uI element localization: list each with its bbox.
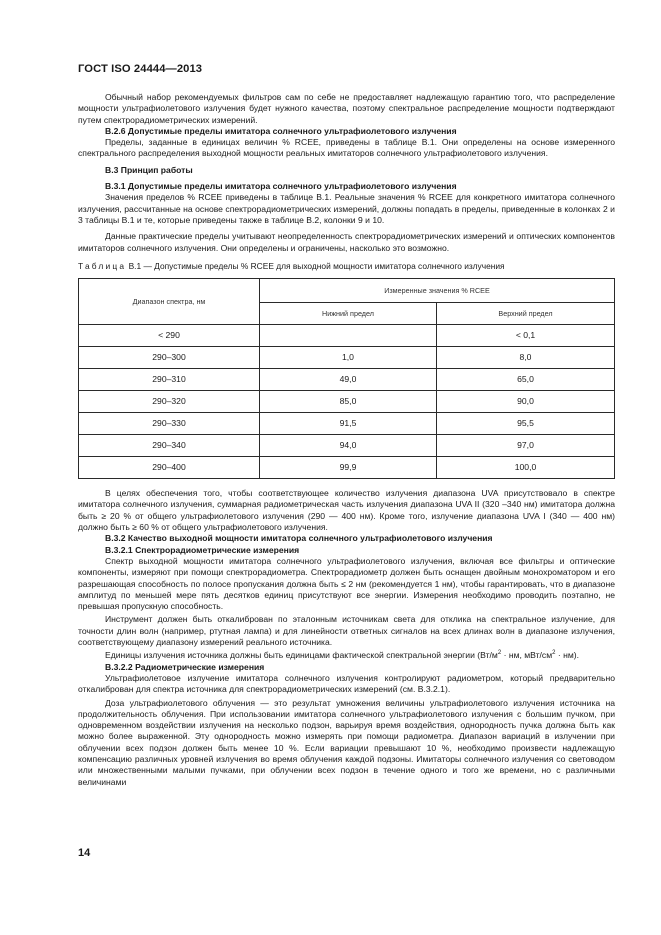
paragraph: Значения пределов % RCEE приведены в таблице В.1. Реальные значения % RCEE для конкретного имитатора солнечного излучения, рассчитанные на основе спектрорадиометрических измерений, должны попадать в пределы, приведенные в колонках 2 и 3 таблицы В.1 и те, которые приведены также в таблице В.2, колонки 9 и 10.: [78, 192, 615, 225]
table-header-lower: Нижний предел: [260, 303, 437, 325]
superscript: 2: [552, 650, 556, 657]
text-run: Единицы излучения источника должны быть единицами фактической спектральной энергии (Вт/м: [105, 650, 498, 661]
table-cell: 97,0: [437, 435, 615, 457]
paragraph: Доза ультрафиолетового облучения — это результат умножения величины ультрафиолетового излучения источника на продолжительность облучения. При использовании имитатора солнечного ультрафиолетового излучения с большим пучком, при одновременном воздействии излучения на несколько подзон, варьируя время воздействия, однородность пучка должна быть как можно более выраженной. Эту однородность можно измерять при помощи радиометра. Диапазон вариаций в излучении при облучении всех подзон должен быть менее 10 %. Если вариации превышают 10 %, необходимо произвести надлежащую компенсацию различных уровней излучения во время облучения каждой подзоны. Имитаторы солнечного излучения со световодом или множественными малыми пучками, при облучении всех подзон в течение одного и того же времени, но с различными величинами: [78, 697, 615, 787]
table-cell: 49,0: [260, 369, 437, 391]
paragraph: Инструмент должен быть откалиброван по эталонным источникам света для отклика на спектральное излучение, для точности длин волн (например, ртутная лампа) и для линейности ответных сигналов на всех длинах волн в диапазоне излучения, соответствующему диапазону измерений реального источника.: [78, 614, 615, 648]
table-row: [79, 347, 615, 369]
table-cell: 65,0: [437, 369, 615, 391]
paragraph: Пределы, заданные в единицах величин % RCEE, приведены в таблице В.1. Они определены на основе измеренного спектрального распределения выходной мощности реальных имитаторов солнечного ультрафиолетового излучения.: [78, 137, 615, 159]
paragraph: Данные практические пределы учитывают неопределенность спектрорадиометрических измерений и оптических компонентов имитаторов солнечного излучения. Они определены и ограничены, насколько это возможно.: [78, 231, 615, 253]
section-heading: В.3.2.2 Радиометрические измерения: [105, 661, 265, 672]
section-heading: В.3.2 Качество выходной мощности имитатора солнечного ультрафиолетового излучения: [105, 533, 493, 544]
table-row: [79, 369, 615, 391]
text-run: · нм, мВт/см: [501, 650, 553, 661]
table-cell: 290–330: [79, 413, 260, 435]
table-cell: 290–340: [79, 435, 260, 457]
table-cell: < 290: [79, 325, 260, 347]
table-header-group: Измеренные значения % RCEE: [260, 279, 615, 303]
table-row: [79, 435, 615, 457]
table-cell: 99,9: [260, 457, 437, 479]
document-header: ГОСТ ISO 24444—2013: [78, 63, 203, 75]
table-header-range: Диапазон спектра, нм: [79, 279, 260, 325]
table-cell: 100,0: [437, 457, 615, 479]
paragraph: [78, 650, 615, 661]
table-cell: 1,0: [260, 347, 437, 369]
table-cell: < 0,1: [437, 325, 615, 347]
paragraph: Обычный набор рекомендуемых фильтров сам по себе не предоставляет надлежащую гарантию того, что распределение мощности ультрафиолетового излучения будет нужного качества, поэтому спектральное распределение мощности подтверждают путем спектрорадиометрических измерений.: [78, 92, 615, 125]
superscript: 2: [497, 650, 502, 657]
text-run: · нм).: [555, 650, 580, 661]
section-heading: В.2.6 Допустимые пределы имитатора солнечного ультрафиолетового излучения: [105, 125, 457, 136]
section-heading: В.3 Принцип работы: [105, 164, 193, 175]
table-cell: 290–320: [79, 391, 260, 413]
paragraph: Ультрафиолетовое излучение имитатора солнечного излучения контролируют радиометром, который предварительно откалиброван для спектра источника для спектрорадиометрических измерений (см. В.3.2.1).: [78, 672, 615, 695]
table-row: [79, 325, 615, 347]
table-row: [79, 391, 615, 413]
table-caption: [78, 261, 615, 272]
table-cell: 8,0: [437, 347, 615, 369]
table-cell: 94,0: [260, 435, 437, 457]
page-content: [78, 92, 615, 788]
table-cell: 290–400: [79, 457, 260, 479]
limits-table: [78, 278, 615, 479]
table-header-upper: Верхний предел: [437, 303, 615, 325]
table-cell: 290–310: [79, 369, 260, 391]
table-caption-label: Таблица: [78, 260, 127, 271]
table-caption-text: В.1 — Допустимые пределы % RCEE для выходной мощности имитатора солнечного излучения: [128, 260, 505, 271]
paragraph: В целях обеспечения того, чтобы соответствующее количество излучения диапазона UVA присутствовало в спектре имитатора солнечного излучения, суммарная радиометрическая часть излучения диапазона UVA II (320 –340 нм) имитатора должна быть ≥ 20 % от общего ультрафиолетового излучения (290 — 400 нм). Кроме того, излучение диапазона UVA I (340 — 400 нм) должно быть ≥ 60 % от общего ультрафиолетового излучения.: [78, 488, 615, 533]
table-cell: 90,0: [437, 391, 615, 413]
paragraph: Спектр выходной мощности имитатора солнечного ультрафиолетового излучения, включая все фильтры и оптические компоненты, измеряют при помощи спектрорадиометра. Спектрорадиометр должен быть оснащен двойным монохроматором и его разрешающая способность по полосе пропускания должна быть ≤ 2 нм (рекомендуется 1 нм), чтобы гарантировать, что в диапазоне амплитуд по меньшей мере пять десятков единиц присутствуют все энергии. Измерения необходимо проводить поэтапно, не превышая пропускную способность.: [78, 555, 615, 612]
page-number: 14: [78, 847, 91, 859]
table-row: [79, 457, 615, 479]
table-cell: 95,5: [437, 413, 615, 435]
table-cell: 290–300: [79, 347, 260, 369]
table-row: [79, 413, 615, 435]
table-cell: [260, 325, 437, 347]
table-cell: 91,5: [260, 413, 437, 435]
table-cell: 85,0: [260, 391, 437, 413]
section-heading: В.3.2.1 Спектрорадиометрические измерения: [105, 544, 300, 555]
section-heading: В.3.1 Допустимые пределы имитатора солнечного ультрафиолетового излучения: [105, 181, 457, 192]
